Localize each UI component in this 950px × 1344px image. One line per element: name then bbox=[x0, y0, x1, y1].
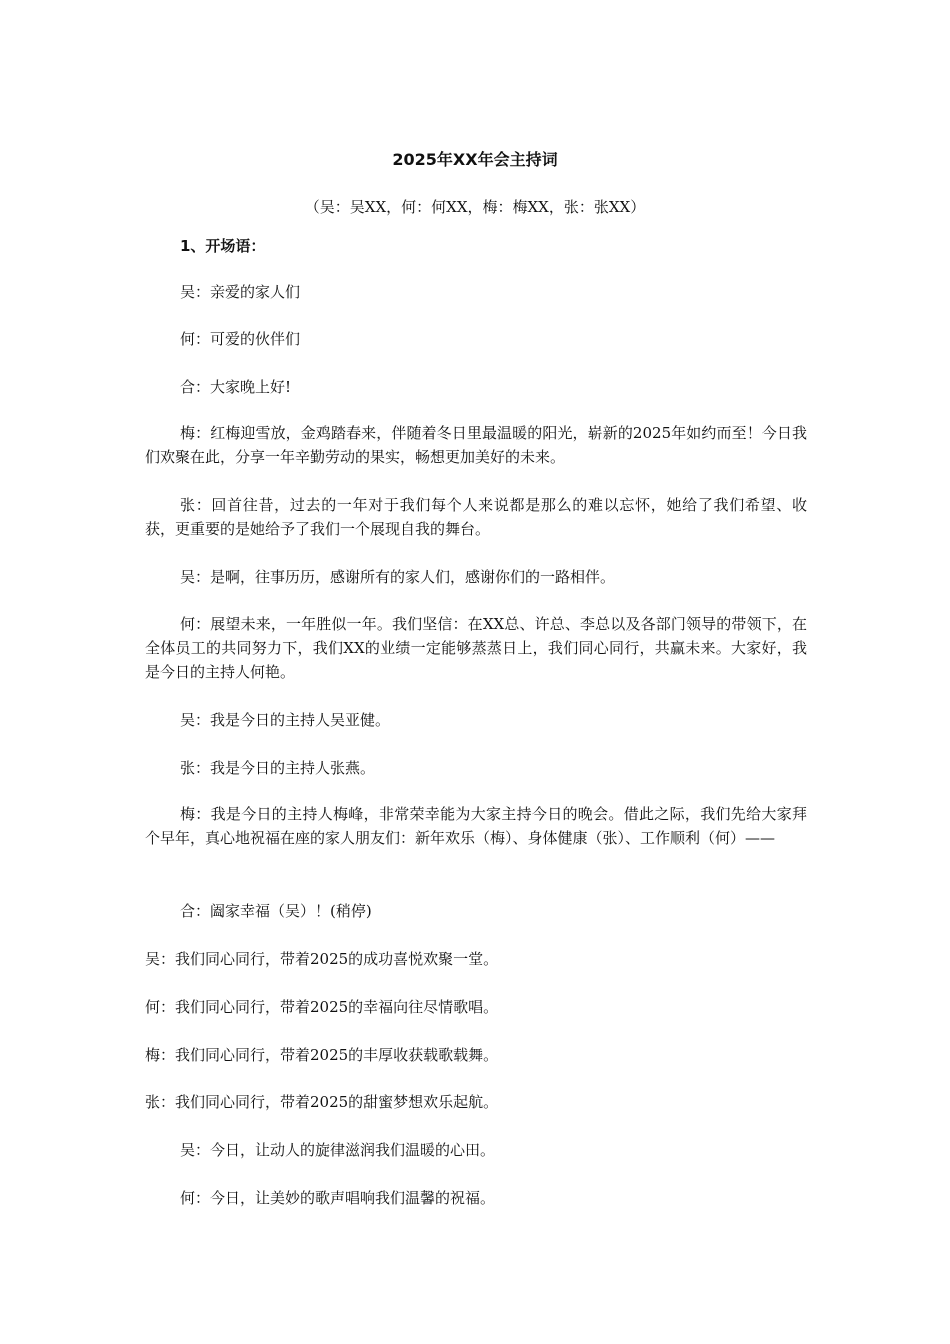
paragraph: 何：我们同心同行，带着2025的幸福向往尽情歌唱。 bbox=[145, 998, 499, 1016]
paragraph: 张：回首往昔，过去的一年对于我们每个人来说都是那么的难以忘怀，她给了我们希望、收获，更重要的是她给予了我们一个展现自我的舞台。 bbox=[145, 496, 807, 538]
paragraph: 合：大家晚上好! bbox=[180, 378, 292, 396]
paragraph: 吴：亲爱的家人们 bbox=[180, 283, 301, 301]
paragraph: 吴：我是今日的主持人吴亚健。 bbox=[180, 711, 391, 729]
paragraph: 张：我们同心同行，带着2025的甜蜜梦想欢乐起航。 bbox=[145, 1093, 499, 1111]
paragraph: 合：阖家幸福（吴）！(稍停) bbox=[180, 902, 372, 920]
paragraph: 张：我是今日的主持人张燕。 bbox=[180, 759, 376, 777]
paragraph: 吴：今日，让动人的旋律滋润我们温暖的心田。 bbox=[180, 1141, 496, 1159]
host-list: （吴：吴XX，何：何XX，梅：梅XX，张：张XX） bbox=[304, 198, 646, 216]
paragraph: 梅：红梅迎雪放，金鸡踏春来，伴随着冬日里最温暖的阳光，崭新的2025年如约而至！今日我们欢聚在此，分享一年辛勤劳动的果实，畅想更加美好的未来。 bbox=[145, 424, 807, 466]
paragraph: 何：今日，让美妙的歌声唱响我们温馨的祝福。 bbox=[180, 1189, 496, 1207]
paragraph: 何：展望未来，一年胜似一年。我们坚信：在XX总、许总、李总以及各部门领导的带领下，在全体员工的共同努力下，我们XX的业绩一定能够蒸蒸日上，我们同心同行，共赢未来。大家好，我是今日的主持人何艳。 bbox=[145, 615, 807, 681]
paragraph: 梅：我们同心同行，带着2025的丰厚收获载歌载舞。 bbox=[145, 1046, 499, 1064]
paragraph: 吴：我们同心同行，带着2025的成功喜悦欢聚一堂。 bbox=[145, 950, 499, 968]
paragraph: 何：可爱的伙伴们 bbox=[180, 330, 301, 348]
document-title: 2025年XX年会主持词 bbox=[392, 150, 558, 169]
section-heading: 1、开场语： bbox=[180, 237, 266, 255]
paragraph: 吴：是啊，往事历历，感谢所有的家人们，感谢你们的一路相伴。 bbox=[180, 568, 616, 586]
paragraph: 梅：我是今日的主持人梅峰，非常荣幸能为大家主持今日的晚会。借此之际，我们先给大家拜个早年，真心地祝福在座的家人朋友们：新年欢乐（梅）、身体健康（张）、工作顺利（何）—— bbox=[145, 805, 807, 847]
